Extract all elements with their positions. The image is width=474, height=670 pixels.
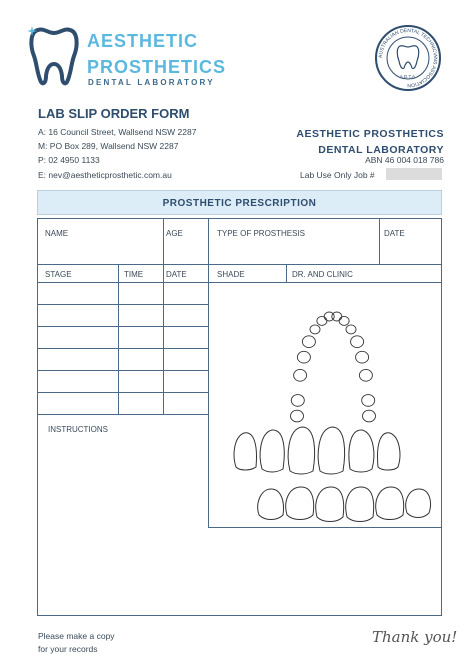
prosthesis-type-label: TYPE OF PROSTHESIS — [217, 229, 306, 238]
arch-tooth-9[interactable] — [332, 312, 342, 321]
lab-job-number-field[interactable] — [386, 168, 442, 180]
age-field[interactable] — [163, 219, 208, 264]
upper-anterior-teeth-diagram[interactable] — [228, 425, 428, 477]
dr-clinic-label: DR. AND CLINIC — [292, 270, 353, 279]
email-address: E: nev@aestheticprosthetic.com.au — [38, 170, 172, 180]
brand-name-line1: AESTHETIC — [87, 31, 199, 51]
street-address: A: 16 Council Street, Wallsend NSW 2287 — [38, 127, 197, 137]
brand-name — [87, 30, 237, 78]
date-field[interactable] — [379, 219, 441, 264]
arch-tooth-2[interactable] — [291, 395, 304, 407]
arch-tooth-6[interactable] — [310, 325, 320, 334]
footer-note-line2: for your records — [38, 644, 98, 654]
prescription-header: PROSTHETIC PRESCRIPTION — [37, 190, 442, 215]
arch-tooth-1[interactable] — [291, 410, 304, 422]
abn-number: ABN 46 004 018 786 — [365, 155, 444, 165]
prescription-form-grid — [37, 218, 442, 616]
arch-tooth-16[interactable] — [363, 410, 376, 422]
company-line2: DENTAL LABORATORY — [318, 144, 444, 156]
thank-you-script: Thank you! — [372, 628, 458, 646]
mail-address: M: PO Box 289, Wallsend NSW 2287 — [38, 141, 179, 151]
name-field[interactable] — [38, 219, 163, 264]
adta-seal-logo — [374, 24, 442, 92]
form-title: LAB SLIP ORDER FORM — [38, 106, 190, 121]
arch-tooth-12[interactable] — [351, 336, 364, 348]
arch-tooth-14[interactable] — [359, 369, 372, 381]
phone-number: P: 02 4950 1133 — [38, 155, 100, 165]
footer-note-line1: Please make a copy — [38, 631, 115, 641]
arch-tooth-15[interactable] — [362, 395, 375, 407]
stage-label: STAGE — [45, 270, 72, 279]
arch-tooth-3[interactable] — [294, 369, 307, 381]
lab-use-label: Lab Use Only Job # — [300, 170, 375, 180]
arch-tooth-13[interactable] — [356, 351, 369, 363]
svg-text:AUSTRALIAN DENTAL TECHNICIANS: AUSTRALIAN DENTAL TECHNICIANS ASSOCIATION — [377, 27, 439, 89]
name-label: NAME — [45, 229, 69, 238]
arch-tooth-5[interactable] — [302, 336, 315, 348]
company-line1: AESTHETIC PROSTHETICS — [296, 128, 444, 140]
arch-tooth-11[interactable] — [346, 325, 356, 334]
arch-tooth-10[interactable] — [339, 316, 349, 325]
arch-tooth-4[interactable] — [297, 351, 310, 363]
arch-tooth-7[interactable] — [317, 316, 327, 325]
svg-text:A.D.T.A.: A.D.T.A. — [399, 74, 417, 79]
dental-arch-chart[interactable] — [283, 304, 383, 426]
date-label: DATE — [384, 229, 405, 238]
shade-label: SHADE — [217, 270, 245, 279]
brand-name-line2: PROSTHETICS — [87, 57, 227, 77]
time-label: TIME — [124, 270, 144, 279]
age-label: AGE — [166, 229, 183, 238]
prosthesis-type-field[interactable] — [208, 219, 379, 264]
instructions-label: INSTRUCTIONS — [48, 425, 108, 434]
company-name — [284, 126, 444, 158]
instructions-field[interactable] — [38, 437, 208, 615]
tooth-logo-icon — [28, 24, 80, 86]
lower-anterior-teeth-diagram[interactable] — [253, 485, 438, 527]
brand-subtitle: DENTAL LABORATORY — [88, 78, 215, 87]
stage-date-label: DATE — [166, 270, 187, 279]
footer-note — [38, 630, 115, 656]
